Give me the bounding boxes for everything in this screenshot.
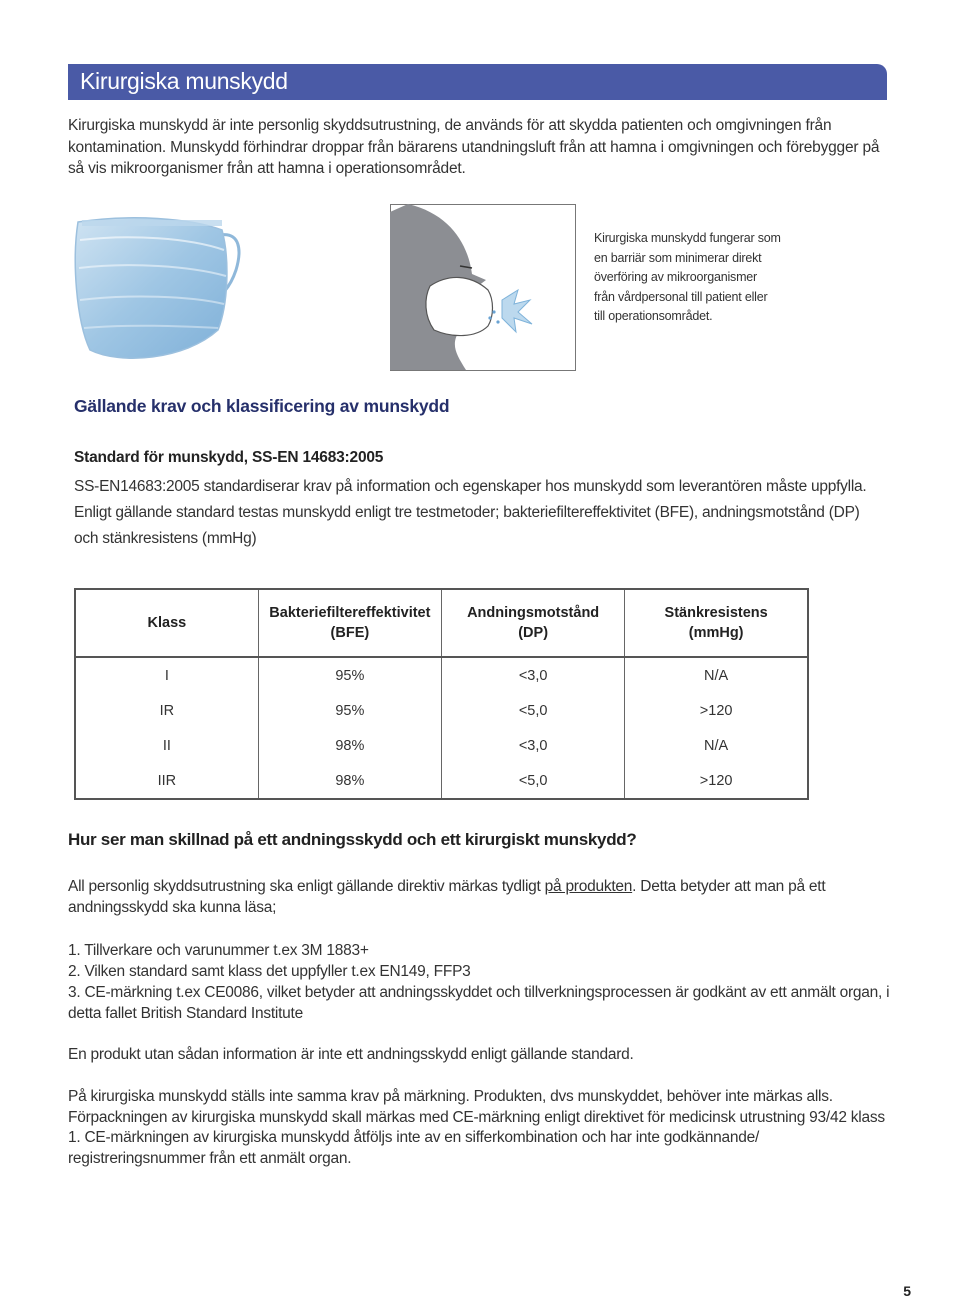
cell-dp: <5,0 bbox=[442, 763, 625, 799]
standard-text: SS-EN14683:2005 standardiserar krav på information och egenskaper hos munskydd som leverantören måste uppfylla. Enligt gällande standard testas munskydd enligt tre testmetoder; bakteriefiltereffektivitet (BFE), andningsmotstånd (DP) och stänkresistens (mmHg) bbox=[74, 478, 867, 547]
header-klass: Klass bbox=[75, 589, 258, 657]
standard-heading: Standard för munskydd, SS-EN 14683:2005 bbox=[74, 449, 384, 466]
table-row bbox=[75, 693, 808, 728]
cell-dp: <3,0 bbox=[442, 657, 625, 693]
table-row bbox=[75, 763, 808, 799]
caption-line: till operationsområdet. bbox=[594, 309, 713, 323]
cell-mmhg: N/A bbox=[704, 737, 729, 754]
caption-line: Kirurgiska munskydd fungerar som bbox=[594, 231, 781, 245]
list-item: 1. Tillverkare och varunummer t.ex 3M 1883+ bbox=[68, 942, 369, 959]
page-title: Kirurgiska munskydd bbox=[80, 68, 288, 94]
header-mmhg: Stänkresistens (mmHg) bbox=[625, 589, 808, 657]
table-row bbox=[75, 657, 808, 693]
header-bfe: Bakteriefiltereffektivitet (BFE) bbox=[258, 589, 441, 657]
cell-bfe: 98% bbox=[258, 763, 441, 799]
cell-klass: I bbox=[75, 657, 258, 693]
classification-table bbox=[74, 588, 809, 800]
caption-line: från vårdpersonal till patient eller bbox=[594, 289, 768, 304]
standard-paragraph: En produkt utan sådan information är inte ett andningsskydd enligt gällande standard. bbox=[68, 1046, 634, 1063]
cell-mmhg: >120 bbox=[699, 702, 733, 719]
page-number: 5 bbox=[903, 1283, 911, 1299]
surgical-mask-image bbox=[70, 210, 250, 370]
face-barrier-diagram bbox=[390, 204, 576, 371]
caption-line: en barriär som minimerar direkt bbox=[594, 250, 762, 265]
header-dp: Andningsmotstånd (DP) bbox=[442, 589, 625, 657]
section-heading: Gällande krav och klassificering av munskydd bbox=[74, 396, 450, 416]
underlined-phrase: på produkten bbox=[544, 878, 633, 895]
intro-paragraph: Kirurgiska munskydd är inte personlig skyddsutrustning, de används för att skydda patienten och omgivningen från kontamination. Munskydd förhindrar droppar från bärarens utandningsluft från att hamna i omgivningen och förebygger på så vis mikroorganismer från att hamna i operationsområdet. bbox=[68, 117, 880, 177]
cell-bfe: 95% bbox=[258, 657, 441, 693]
cell-bfe: 95% bbox=[258, 693, 441, 728]
cell-mmhg: >120 bbox=[699, 772, 733, 789]
list-item: 2. Vilken standard samt klass det uppfyller t.ex EN149, FFP3 bbox=[68, 963, 471, 980]
figure-caption bbox=[594, 229, 804, 327]
cell-klass: IR bbox=[75, 693, 258, 728]
caption-line: överföring av mikroorganismer bbox=[594, 270, 758, 284]
marking-paragraph: All personlig skyddsutrustning ska enligt gällande direktiv märkas tydligt på produkten. Detta betyder att man på ett andningsskydd ska kunna läsa; bbox=[68, 878, 826, 916]
list-item: 3. CE-märkning t.ex CE0086, vilket betyder att andningsskyddet och tillverkningsprocessen är godkänt av ett anmält organ, i detta fallet British Standard Institute bbox=[68, 984, 890, 1022]
cell-bfe: 98% bbox=[258, 728, 441, 763]
difference-heading: Hur ser man skillnad på ett andningsskydd och ett kirurgiskt munskydd? bbox=[68, 830, 637, 849]
cell-dp: <5,0 bbox=[442, 693, 625, 728]
marking-requirements-paragraph: På kirurgiska munskydd ställs inte samma krav på märkning. Produkten, dvs munskyddet, behöver inte märkas alls. Förpackningen av kirurgiska munskydd skall märkas med CE-märkning enligt direktivet för medicinsk utrustning 93/42 klass 1. CE-märkningen av kirurgiska munskydd åtföljs inte av en sifferkombination och har inte godkännande/ registreringsnummer från ett anmält organ. bbox=[68, 1088, 885, 1167]
cell-klass: IIR bbox=[75, 763, 258, 799]
section-title-bar bbox=[68, 64, 887, 100]
cell-dp: <3,0 bbox=[442, 728, 625, 763]
table-header-row bbox=[75, 589, 808, 657]
table-row bbox=[75, 728, 808, 763]
cell-klass: II bbox=[75, 728, 258, 763]
cell-mmhg: N/A bbox=[704, 667, 729, 684]
